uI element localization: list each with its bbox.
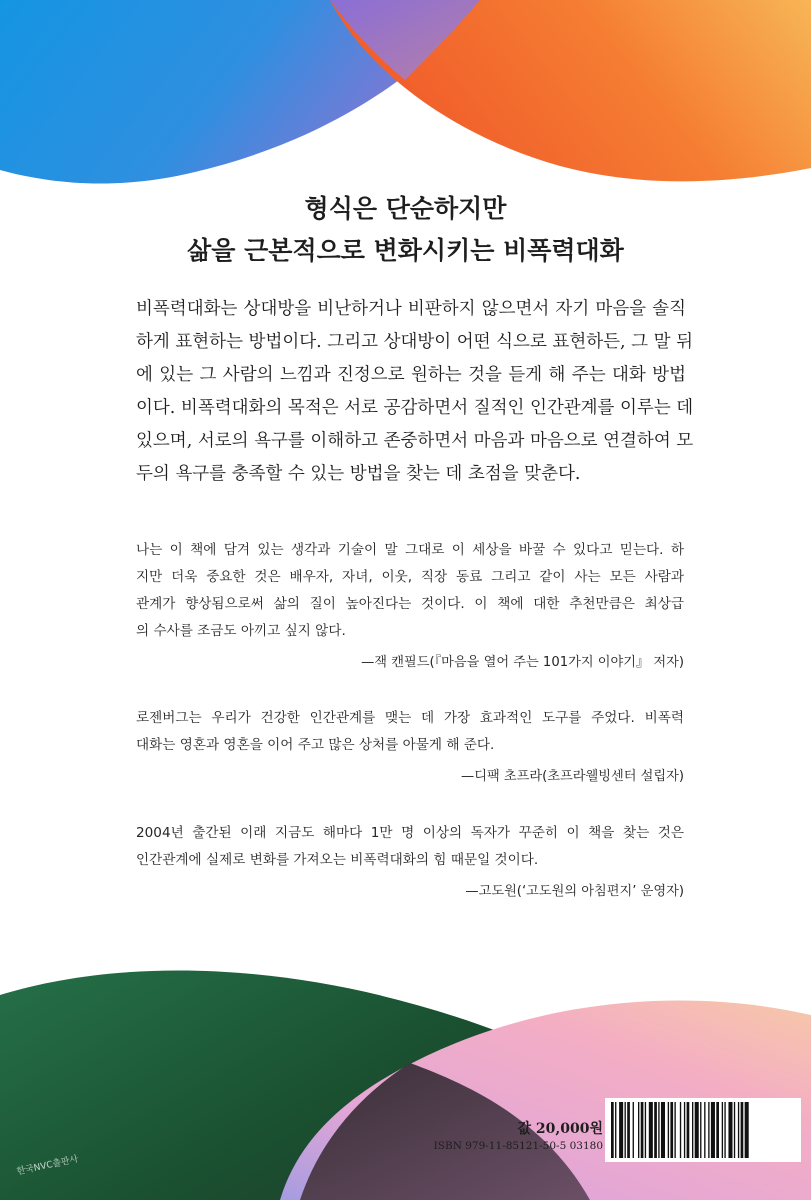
barcode-bar <box>670 1102 673 1158</box>
intro-line: 하게 표현하는 방법이다. 그리고 상대방이 어떤 식으로 표현하든, 그 말 뒤 <box>136 332 693 352</box>
headline-line: 삶을 근본적으로 변화시키는 비폭력대화 <box>187 236 624 265</box>
barcode-bar <box>711 1102 715 1158</box>
barcode-bar <box>615 1102 616 1158</box>
quote-line: 지만 더욱 중요한 것은 배우자, 자녀, 이웃, 직장 동료 그리고 같이 사는 모든 사람과 <box>136 569 684 585</box>
barcode-bar <box>692 1102 693 1158</box>
barcode-bar <box>695 1102 699 1158</box>
publisher-logo: 한국NVC출판사 <box>15 1154 80 1178</box>
barcode-bar <box>704 1102 705 1158</box>
barcode-bar <box>619 1102 623 1158</box>
quote-line: 관계가 향상됨으로써 삶의 질이 높아진다는 것이다. 이 책에 대한 추천만큼은 최상급 <box>136 596 684 612</box>
intro-paragraph <box>136 293 694 491</box>
barcode-bar <box>716 1102 719 1158</box>
intro-line: 비폭력대화는 상대방을 비난하거나 비판하지 않으면서 자기 마음을 솔직 <box>136 299 686 319</box>
barcode-bar <box>627 1102 630 1158</box>
barcode-bar <box>745 1102 749 1158</box>
barcode-bar <box>674 1102 675 1158</box>
barcode-bar <box>687 1102 690 1158</box>
barcode-bar <box>641 1102 644 1158</box>
barcode-bar <box>734 1102 735 1158</box>
quote-line: 대화는 영혼과 영혼을 이어 주고 많은 상처를 아물게 해 준다. <box>136 737 495 753</box>
headline-line: 형식은 단순하지만 <box>304 194 507 223</box>
barcode-bar <box>638 1102 639 1158</box>
intro-line: 이다. 비폭력대화의 목적은 서로 공감하면서 질적인 인간관계를 이루는 데 <box>136 398 694 418</box>
barcode-bar <box>708 1102 709 1158</box>
barcode-bar <box>741 1102 744 1158</box>
intro-line: 두의 욕구를 충족할 수 있는 방법을 찾는 데 초점을 맞춘다. <box>136 464 581 484</box>
price-label: 값 20,000원 <box>517 1121 603 1137</box>
quote-line: 2004년 출간된 이래 지금도 해마다 1만 명 이상의 독자가 꾸준히 이 책을 찾는 것은 <box>136 825 684 841</box>
barcode-bar <box>722 1102 723 1158</box>
quote-attribution: —디팩 초프라(초프라웰빙센터 설립자) <box>461 769 684 784</box>
quote-attribution: —잭 캔필드(『마음을 열어 주는 101가지 이야기』 저자) <box>361 655 684 670</box>
barcode-bar <box>654 1102 657 1158</box>
barcode-bar <box>668 1102 669 1158</box>
barcode-bar <box>645 1102 646 1158</box>
quote-line: 로젠버그는 우리가 건강한 인간관계를 맺는 데 가장 효과적인 도구를 주었다. 비폭력 <box>136 710 684 726</box>
quote-line: 인간관계에 실제로 변화를 가져오는 비폭력대화의 힘 때문일 것이다. <box>136 852 539 868</box>
barcode-bar <box>738 1102 739 1158</box>
barcode-bar <box>724 1102 725 1158</box>
intro-line: 에 있는 그 사람의 느낌과 진정으로 원하는 것을 듣게 해 주는 대화 방법 <box>136 365 686 385</box>
endorsement-quote <box>136 705 684 790</box>
isbn-label: ISBN 979-11-85121-50-5 03180 <box>433 1140 603 1152</box>
endorsement-quote <box>136 537 684 676</box>
barcode-bar <box>684 1102 685 1158</box>
barcode-bar <box>661 1102 665 1158</box>
headline <box>0 188 811 272</box>
quote-line: 의 수사를 조금도 아끼고 싶지 않다. <box>136 623 346 639</box>
barcode-bar <box>625 1102 626 1158</box>
endorsement-quote <box>136 820 684 905</box>
barcode-bar <box>611 1102 614 1158</box>
barcode-bar <box>728 1102 732 1158</box>
barcode-bar <box>633 1102 634 1158</box>
quote-attribution: —고도원(‘고도원의 아침편지’ 운영자) <box>465 884 684 899</box>
barcode-bar <box>700 1102 701 1158</box>
quote-line: 나는 이 책에 담겨 있는 생각과 기술이 말 그대로 이 세상을 바꿀 수 있다고 믿는다. 하 <box>136 542 684 558</box>
barcode-bar <box>649 1102 653 1158</box>
intro-line: 있으며, 서로의 욕구를 이해하고 존중하면서 마음과 마음으로 연결하여 모 <box>136 431 694 451</box>
isbn-barcode <box>605 1098 801 1162</box>
barcode-bar <box>680 1102 681 1158</box>
barcode-bar <box>658 1102 659 1158</box>
